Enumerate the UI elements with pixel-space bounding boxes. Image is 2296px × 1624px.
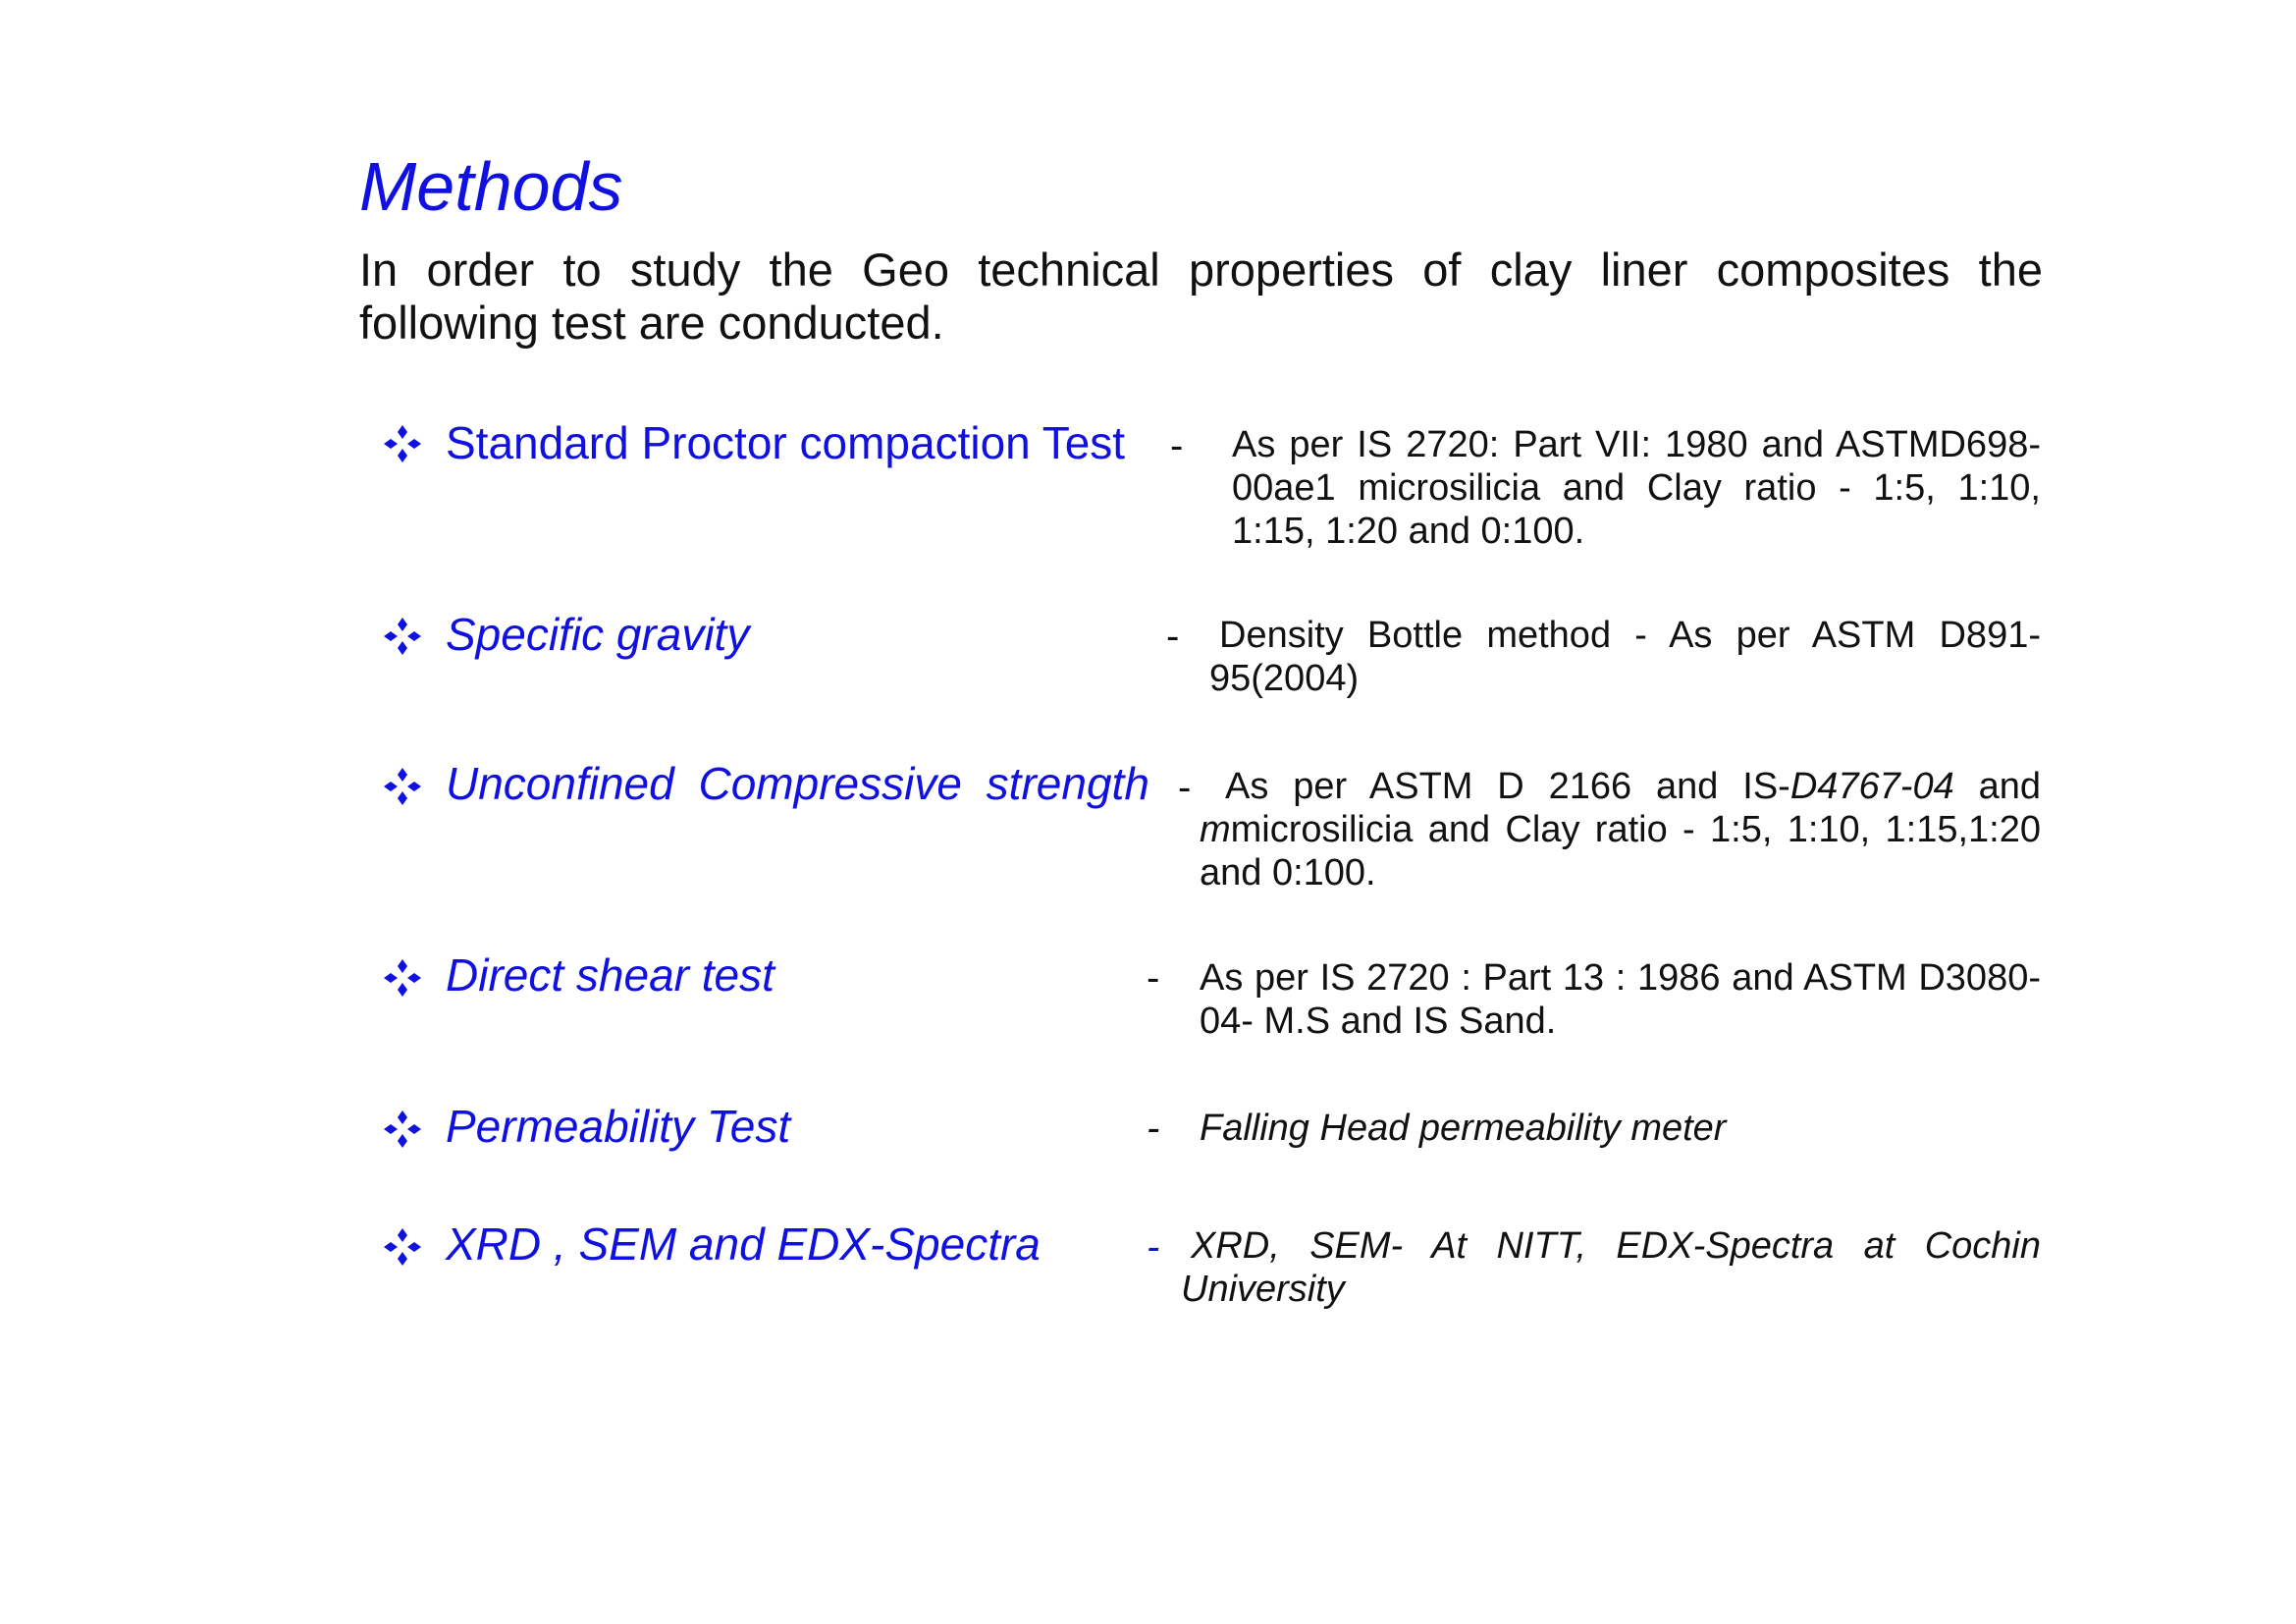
separator-dash: - xyxy=(1178,766,1192,809)
method-description: As per IS 2720 : Part 13 : 1986 and ASTM D3080-04- M.S and IS Sand. xyxy=(1200,957,2041,1042)
intro-paragraph: In order to study the Geo technical properties of clay liner composites the following test are conducted. xyxy=(359,244,2043,349)
four-diamond-bullet-icon xyxy=(381,765,424,808)
method-label: Standard Proctor compaction Test xyxy=(446,417,1126,468)
description-text: As per ASTM D 2166 and IS- xyxy=(1225,766,1790,807)
four-diamond-bullet-icon xyxy=(381,1225,424,1269)
separator-dash: - xyxy=(1170,424,1184,467)
method-label: Direct shear test xyxy=(446,949,774,1001)
method-label: Specific gravity xyxy=(446,609,750,660)
four-diamond-bullet-icon xyxy=(381,615,424,658)
description-text: and xyxy=(1953,766,2041,807)
method-label: Unconfined Compressive strength xyxy=(446,758,1149,809)
standard-code: D4767-04 xyxy=(1789,766,1954,807)
description-text: microsilicia and Clay ratio - 1:5, 1:10, 1:15,1:20 and 0:100. xyxy=(1200,809,2041,893)
separator-dash: - xyxy=(1166,615,1180,658)
four-diamond-bullet-icon xyxy=(381,422,424,465)
four-diamond-bullet-icon xyxy=(381,956,424,1000)
method-description: As per IS 2720: Part VII: 1980 and ASTMD698-00ae1 microsilicia and Clay ratio - 1:5, 1:10, 1:15, 1:20 and 0:100. xyxy=(1232,424,2041,552)
separator-dash: - xyxy=(1147,956,1160,1000)
separator-dash: - xyxy=(1147,1107,1160,1150)
separator-dash: - xyxy=(1147,1225,1160,1269)
method-description xyxy=(1200,765,2041,894)
method-description: Density Bottle method - As per ASTM D891-95(2004) xyxy=(1209,615,2041,699)
description-text: m xyxy=(1200,809,1231,850)
method-description: XRD, SEM- At NITT, EDX-Spectra at Cochin University xyxy=(1181,1225,2041,1310)
four-diamond-bullet-icon xyxy=(381,1108,424,1151)
slide-title: Methods xyxy=(359,148,623,225)
method-label: Permeability Test xyxy=(446,1101,791,1152)
method-label: XRD , SEM and EDX-Spectra xyxy=(446,1218,1041,1270)
method-description: Falling Head permeability meter xyxy=(1200,1108,1727,1149)
